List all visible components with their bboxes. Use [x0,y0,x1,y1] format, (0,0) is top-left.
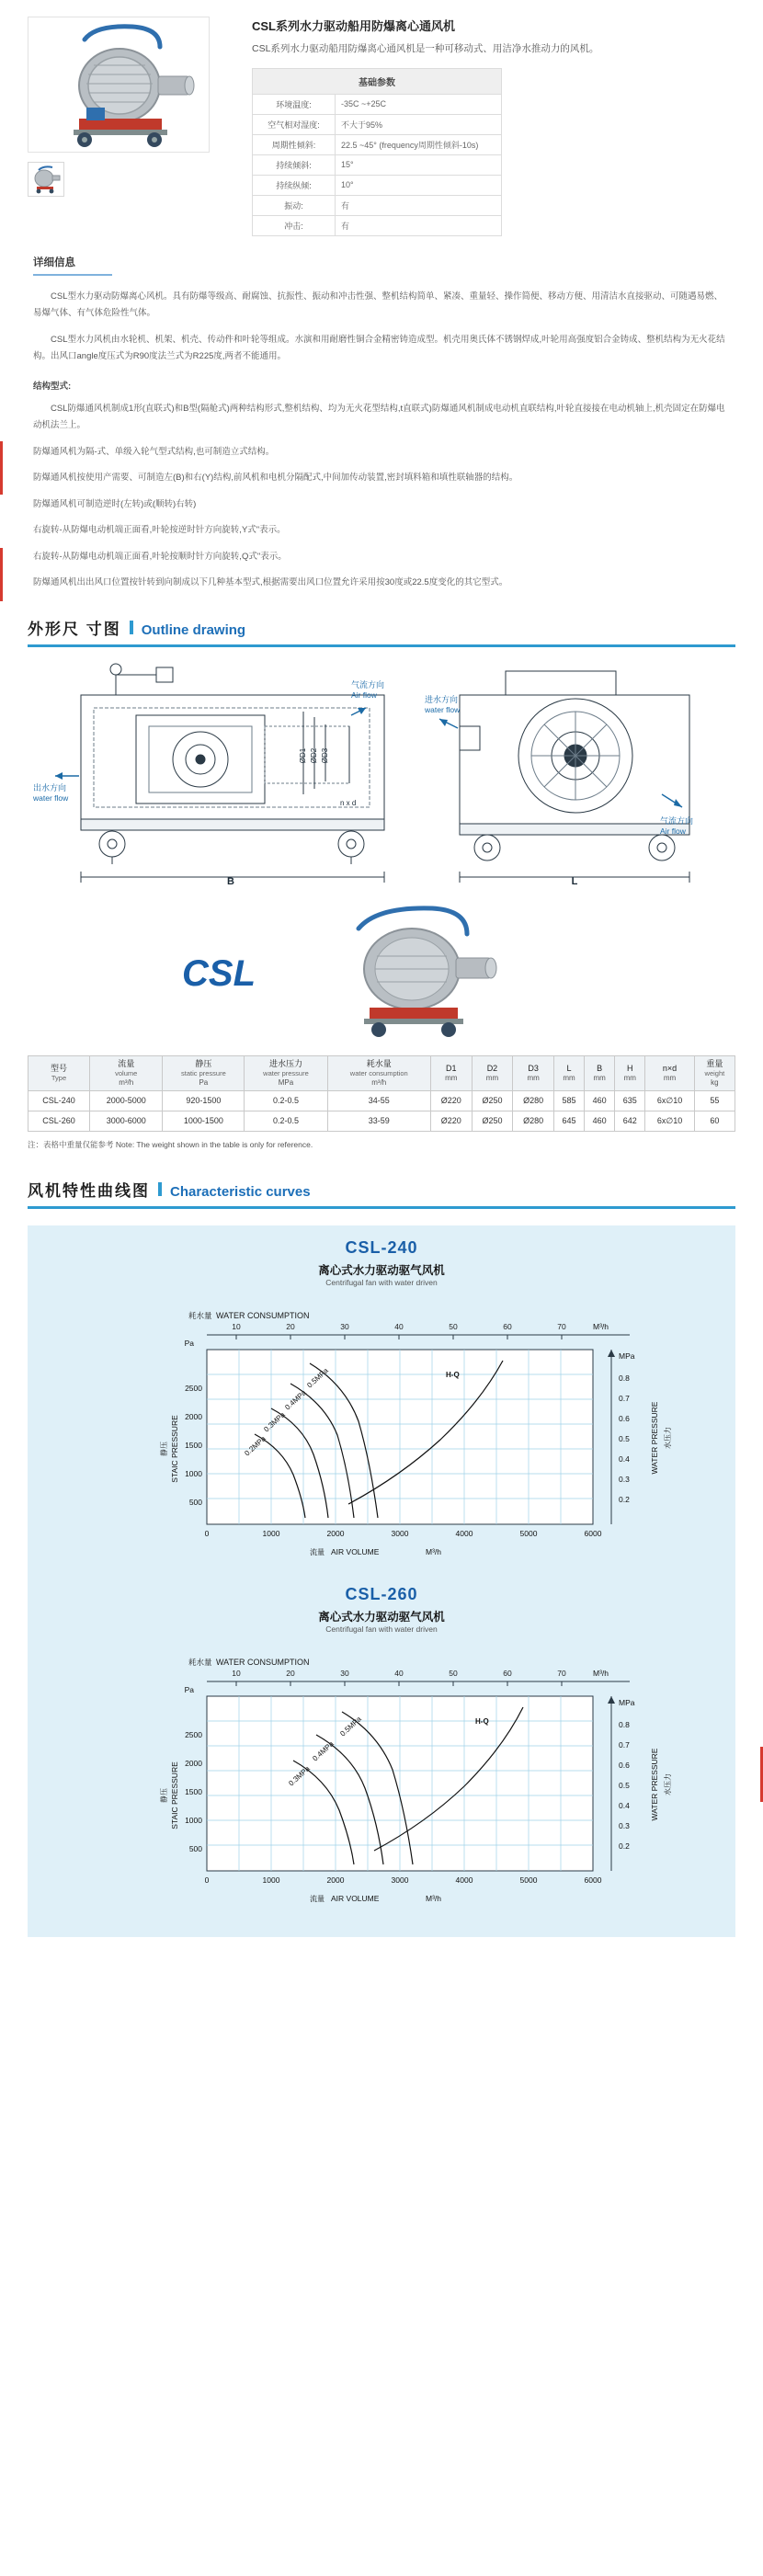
top-tick: 10 [232,1321,241,1331]
structure-paragraph: 右旋转-从防爆电动机端正面看,叶轮按逆时针方向旋转,Y式"表示。 [33,525,286,536]
x-tick: 6000 [584,1528,602,1538]
chart-2-model: CSL-260 [345,1584,418,1603]
col-l-cn: L [566,1063,572,1073]
y2-axis-label-cn-2: 水压力 [664,1772,672,1795]
y2-unit: MPa [619,1351,635,1361]
chart-2-title [28,1585,735,1634]
air-flow-label-cn: 气流方向 [351,679,385,690]
y-axis-label-cn-2: 静压 [160,1787,168,1803]
chart-1-title-cn: 离心式水力驱动驱气风机 [318,1263,445,1277]
table-row [253,114,502,134]
col-wp-cn: 进水压力 [268,1058,302,1068]
top-axis-label-cn-2: 耗水量 [188,1657,212,1667]
x-tick: 1000 [262,1875,280,1885]
chart-1-title-en: Centrifugal fan with water driven [325,1277,438,1287]
param-key: 持续倾斜: [253,154,336,175]
cell-nxd: 6x∅10 [645,1111,694,1131]
col-type-cn: 型号 [50,1063,67,1073]
y-axis-label-en: STAIC PRESSURE [170,1414,179,1483]
table-row [253,175,502,195]
table-row [28,1090,735,1111]
col-h-unit: mm [623,1073,636,1082]
col-d2-cn: D2 [486,1063,498,1073]
y-tick: 500 [188,1843,202,1853]
cell-l: 645 [553,1111,584,1131]
cell-b: 460 [585,1090,615,1111]
heading-bar-icon-2 [158,1182,162,1196]
water-in-label-cn: 进水方向 [425,694,459,704]
outline-drawing [28,647,735,1043]
col-static-pressure [163,1055,245,1090]
col-l [553,1055,584,1090]
y2-tick: 0.2 [619,1841,630,1851]
col-weight-en: weight [704,1069,725,1078]
outline-heading-en: Outline drawing [141,621,246,638]
cell-d3: Ø280 [513,1090,554,1111]
x-tick: 3000 [391,1528,409,1538]
col-d3 [513,1055,554,1090]
chart-1-title [28,1238,735,1287]
param-value: 有 [336,195,502,215]
x-tick: 5000 [519,1875,538,1885]
cell-h: 635 [615,1090,645,1111]
cell-weight: 60 [694,1111,735,1131]
top-axis-label-en-2: WATER CONSUMPTION [216,1657,310,1667]
param-value: 有 [336,215,502,235]
table-row [253,134,502,154]
cell-volume: 2000-5000 [90,1090,163,1111]
col-h [615,1055,645,1090]
water-out-label-en: water flow [33,792,69,803]
x-tick: 0 [204,1875,210,1885]
col-volume-cn: 流量 [118,1058,135,1068]
structure-paragraph: 防爆通风机出出风口位置按针转到向制成以下几种基本型式,根据需要出风口位置允许采用按30度或22.5度变化的其它型式。 [33,577,508,588]
cell-type: CSL-260 [28,1111,90,1131]
chart-2-title-en: Centrifugal fan with water driven [325,1624,438,1634]
param-key: 空气相对湿度: [253,114,336,134]
y2-tick: 0.5 [619,1780,630,1790]
col-type [28,1055,90,1090]
y2-tick: 0.3 [619,1820,630,1830]
x-axis-label-en: AIR VOLUME [331,1546,380,1556]
basic-parameters-table [252,68,502,236]
detail-heading: 详细信息 [33,255,112,276]
y2-tick: 0.4 [619,1453,630,1464]
cell-d1: Ø220 [430,1111,472,1131]
y2-axis-label-cn: 水压力 [664,1426,672,1449]
x-tick: 3000 [391,1875,409,1885]
annotation-02: 0.2MPa [243,1433,268,1458]
cell-b: 460 [585,1111,615,1131]
fan-thumbnail-illustration [30,165,62,194]
table-row [253,94,502,114]
x-axis-unit-2: M³/h [426,1893,441,1903]
dim-label-b: B [227,875,234,887]
structure-paragraph: 防爆通风机按使用产需要、可制造左(B)和右(Y)结构,前风机和电机分隔配式,中间加传动装置,密封填料箱和填性联轴器的结构。 [33,473,518,484]
y-tick: 1000 [185,1815,202,1825]
top-axis-unit: M³/h [593,1321,609,1331]
side-marker-left-bottom [0,548,3,601]
col-wp-unit: MPa [278,1077,294,1087]
top-tick: 50 [449,1668,458,1678]
x-tick: 0 [204,1528,210,1538]
table-row [253,215,502,235]
cell-d3: Ø280 [513,1111,554,1131]
cell-d2: Ø250 [472,1111,513,1131]
cell-water-pressure: 0.2-0.5 [245,1090,327,1111]
y2-unit-2: MPa [619,1697,635,1707]
top-tick: 30 [340,1668,349,1678]
top-tick: 40 [394,1668,404,1678]
annotation-hq-2: H-Q [475,1716,489,1726]
col-wp-en: water pressure [263,1069,309,1078]
col-d1-cn: D1 [446,1063,457,1073]
col-d3-unit: mm [527,1073,540,1082]
annotation-03: 0.3MPa [262,1409,287,1434]
spec-table-note: 注：表格中重量仅能参考 Note: The weight shown in the table is only for reference. [28,1139,313,1149]
x-tick: 1000 [262,1528,280,1538]
y2-axis-label-en-2: WATER PRESSURE [650,1748,659,1821]
curves-heading-rule [28,1206,735,1209]
annotation-03-2: 0.3MPa [287,1763,312,1788]
cell-weight: 55 [694,1090,735,1111]
outline-drawing-svg [28,647,735,1043]
col-sp-en: static pressure [180,1069,226,1078]
table-row [28,1111,735,1131]
y2-tick: 0.6 [619,1760,630,1770]
y-unit: Pa [184,1338,194,1348]
col-d1-unit: mm [445,1073,458,1082]
product-main-photo[interactable] [28,17,210,153]
outline-section-heading [0,616,763,639]
top-tick: 70 [557,1321,566,1331]
cell-static-pressure: 1000-1500 [163,1111,245,1131]
y-axis-label-cn: 静压 [160,1441,168,1456]
water-out-label-cn: 出水方向 [33,782,67,792]
cell-water-consumption: 34-55 [327,1090,430,1111]
curves-heading-cn: 风机特性曲线图 [28,1181,150,1200]
y2-tick: 0.6 [619,1413,630,1423]
table-row [253,154,502,175]
chart-2-svg [78,1639,685,1915]
y2-tick: 0.5 [619,1433,630,1443]
col-l-unit: mm [563,1073,575,1082]
x-tick: 4000 [455,1875,473,1885]
table-header-row [28,1055,735,1090]
top-tick: 70 [557,1668,566,1678]
col-weight [694,1055,735,1090]
air-flow-label-cn-2: 气流方向 [660,815,694,826]
air-flow-label-en-2: Air flow [660,826,686,836]
x-axis-label-cn-2: 流量 [310,1894,325,1903]
cell-type: CSL-240 [28,1090,90,1111]
col-water-pressure [245,1055,327,1090]
y-tick: 2500 [185,1383,202,1393]
y2-tick: 0.4 [619,1800,630,1810]
col-weight-unit: kg [711,1077,719,1087]
annotation-04: 0.4MPa [283,1387,308,1412]
param-key: 冲击: [253,215,336,235]
outline-heading-cn: 外形尺 寸图 [28,620,121,638]
x-tick: 4000 [455,1528,473,1538]
y2-tick: 0.7 [619,1393,630,1403]
water-in-label-en: water flow [425,704,461,714]
air-flow-label-en: Air flow [351,690,377,700]
col-d3-cn: D3 [528,1063,539,1073]
col-water-consumption [327,1055,430,1090]
col-wc-cn: 耗水量 [366,1058,392,1068]
param-value: 15° [336,154,502,175]
x-axis-label-cn: 流量 [310,1547,325,1556]
dim-label-nxd: n x d [340,798,357,807]
dim-label-d3: ØD3 [321,747,329,764]
chart-2-holder [28,1639,735,1915]
col-wc-en: water consumption [349,1069,408,1078]
y2-tick: 0.8 [619,1719,630,1729]
top-tick: 20 [286,1668,295,1678]
top-axis-unit-2: M³/h [593,1668,609,1678]
col-h-cn: H [627,1063,633,1073]
col-nxd-unit: mm [663,1073,677,1082]
y-tick: 2000 [185,1411,202,1421]
y-tick: 2500 [185,1729,202,1739]
top-tick: 20 [286,1321,295,1331]
cell-d1: Ø220 [430,1090,472,1111]
col-d2-unit: mm [485,1073,499,1082]
top-axis-label-cn: 耗水量 [188,1310,212,1320]
curves-section-heading [0,1178,763,1201]
param-value: -35C ~+25C [336,94,502,114]
cell-water-consumption: 33-59 [327,1111,430,1131]
y-axis-label-en-2: STAIC PRESSURE [170,1761,179,1829]
dim-label-d1: ØD1 [299,747,307,764]
col-weight-cn: 重量 [706,1058,723,1068]
param-key: 持续纵倾: [253,175,336,195]
x-tick: 2000 [326,1528,345,1538]
top-tick: 40 [394,1321,404,1331]
annotation-04-2: 0.4MPa [311,1738,336,1763]
y2-axis-label-en: WATER PRESSURE [650,1401,659,1475]
x-tick: 2000 [326,1875,345,1885]
structure-paragraph: 防爆通风机可制造逆时(左转)或(顺转)右转) [33,498,197,509]
col-volume-unit: m³/h [119,1077,134,1087]
structure-paragraph: CSL防爆通风机制成1形(直联式)和B型(隔舱式)两种结构形式,整机结构、均为无火花型结构,t直联式)防爆通风机制成电动机直联结构,叶轮直接接在电动机轴上,机壳固定在防爆电动机法兰上。 [33,403,725,431]
params-title: 基础参数 [253,68,502,94]
param-key: 周期性倾斜: [253,134,336,154]
top-tick: 60 [503,1668,512,1678]
top-tick: 60 [503,1321,512,1331]
param-value: 不大于95% [336,114,502,134]
product-summary [0,0,763,236]
col-volume-en: volume [115,1069,138,1078]
cell-static-pressure: 920-1500 [163,1090,245,1111]
y-tick: 1500 [185,1786,202,1796]
specification-table [28,1055,735,1132]
top-axis-label-en: WATER CONSUMPTION [216,1310,310,1320]
structure-paragraph: 防爆通风机为隔-式、单级入轮气型式结构,也可制造立式结构。 [33,446,275,457]
param-key: 振动: [253,195,336,215]
annotation-05: 0.5MPa [305,1365,330,1390]
col-d2 [472,1055,513,1090]
cell-water-pressure: 0.2-0.5 [245,1111,327,1131]
chart-1-model: CSL-240 [345,1237,418,1257]
annotation-hq: H-Q [446,1370,460,1379]
col-nxd-cn: n×d [662,1063,678,1073]
curve-block [28,1225,735,1937]
y2-tick: 0.2 [619,1494,630,1504]
y2-tick: 0.8 [619,1373,630,1383]
y-tick: 2000 [185,1758,202,1768]
dim-label-d2: ØD2 [310,747,318,764]
detail-paragraph: CSL型水力驱动防爆离心风机。具有防爆等级高、耐腐蚀、抗振性、振动和冲击性强、整机结构简单、紧凑、重量轻、操作简便、移动方便、用清洁水直接驱动、可随遇易燃、易爆气体、有气体危险性气体。 [33,291,723,319]
cell-l: 585 [553,1090,584,1111]
param-value: 10° [336,175,502,195]
chart-2-title-cn: 离心式水力驱动驱气风机 [318,1610,445,1624]
chart-1-svg [78,1293,685,1568]
col-sp-cn: 静压 [195,1058,212,1068]
col-nxd [645,1055,694,1090]
table-row [253,195,502,215]
x-tick: 5000 [519,1528,538,1538]
y-tick: 500 [188,1497,202,1507]
top-tick: 50 [449,1321,458,1331]
x-tick: 6000 [584,1875,602,1885]
col-d1 [430,1055,472,1090]
col-type-en: Type [51,1074,67,1083]
col-b-unit: mm [593,1073,606,1082]
param-value: 22.5 ~45° (frequency周期性倾斜-10s) [336,134,502,154]
x-axis-label-en-2: AIR VOLUME [331,1893,380,1903]
param-key: 环境温度: [253,94,336,114]
dim-label-l: L [571,875,578,887]
y-tick: 1500 [185,1440,202,1450]
product-info-column [239,17,735,236]
cell-nxd: 6x∅10 [645,1090,694,1111]
csl-badge: CSL [182,952,256,994]
x-axis-unit: M³/h [426,1546,441,1556]
cell-d2: Ø250 [472,1090,513,1111]
product-description: CSL系列水力驱动船用防爆离心通风机是一种可移动式、用洁净水推动力的风机。 [252,43,599,54]
y-tick: 1000 [185,1468,202,1478]
col-b-cn: B [597,1063,603,1073]
structure-paragraph: 右旋转-从防爆电动机端正面看,叶轮按顺时针方向旋转,Q式"表示。 [33,551,287,562]
detail-section [0,236,763,592]
product-title: CSL系列水力驱动船用防爆离心通风机 [252,19,456,33]
side-marker-left-top [0,441,3,495]
col-sp-unit: Pa [199,1077,209,1087]
heading-bar-icon [130,621,133,634]
fan-photo-illustration [31,19,206,150]
top-tick: 30 [340,1321,349,1331]
product-thumbnail[interactable] [28,162,64,197]
cell-volume: 3000-6000 [90,1111,163,1131]
chart-1-holder [28,1293,735,1568]
annotation-05-2: 0.5MPa [338,1714,363,1738]
col-b [585,1055,615,1090]
top-tick: 10 [232,1668,241,1678]
y-unit-2: Pa [184,1684,194,1694]
curves-heading-en: Characteristic curves [170,1183,311,1200]
structure-heading: 结构型式: [33,381,72,392]
y2-tick: 0.3 [619,1474,630,1484]
cell-h: 642 [615,1111,645,1131]
detail-paragraph: CSL型水力风机由水轮机、机架、机壳、传动件和叶轮等组成。水演和用耐磨性铜合金精密铸造成型。机壳用奥氏体不锈钢焊成,叶轮用高强度铝合金铸成、整机结构为无火花结构。出风口angle度压式为R90度法兰式为R225度,两者不能通用。 [33,334,725,362]
col-volume [90,1055,163,1090]
col-wc-unit: m³/h [371,1077,387,1087]
product-photo-column [28,17,239,236]
spec-table-wrap [28,1055,735,1132]
y2-tick: 0.7 [619,1739,630,1750]
